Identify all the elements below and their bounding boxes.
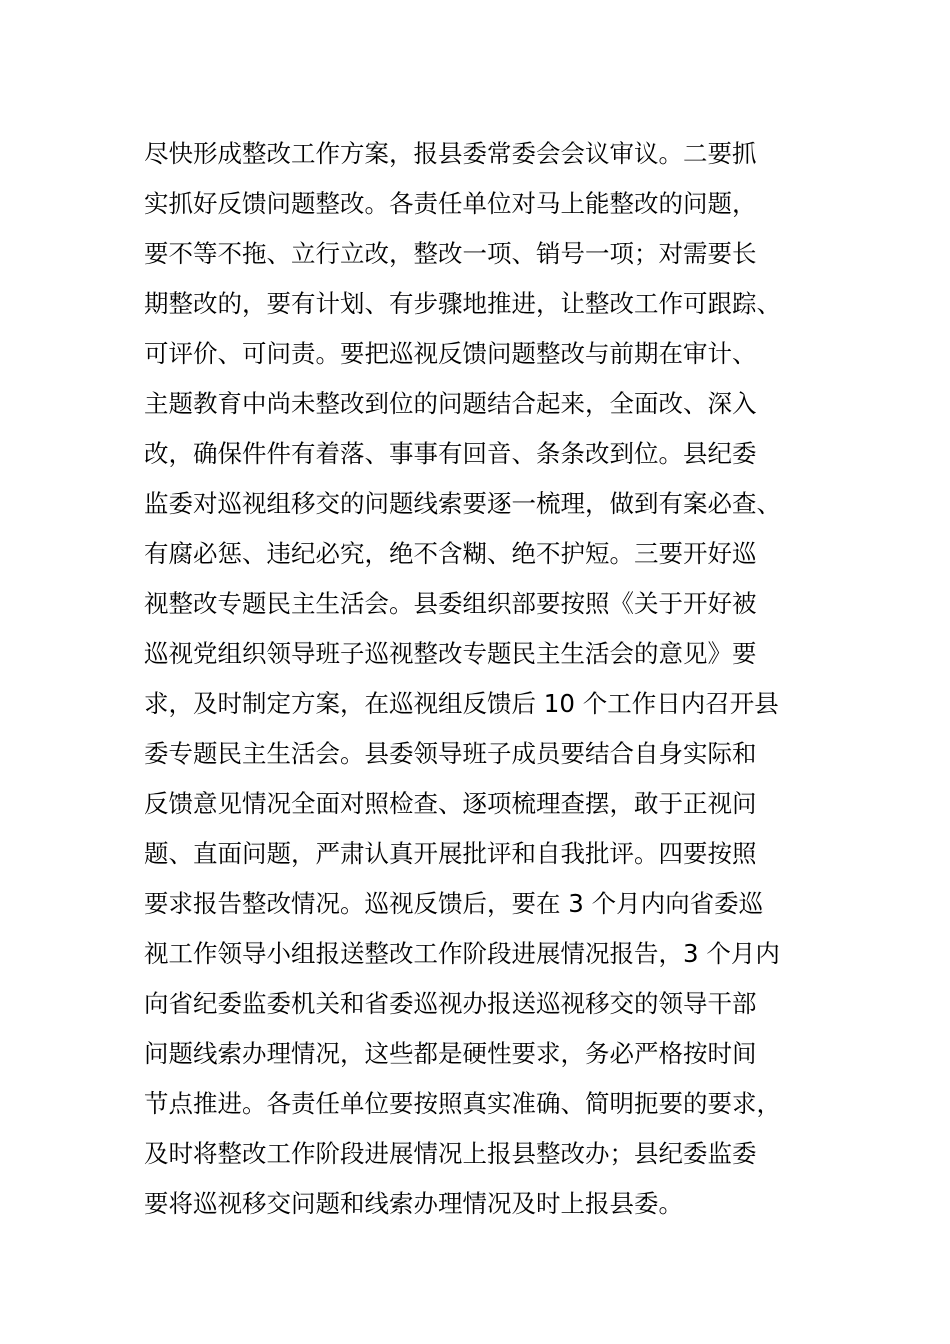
text-line: 改，确保件件有着落、事事有回音、条条改到位。县纪委	[144, 439, 757, 468]
text-line: 要求报告整改情况。巡视反馈后，要在 3 个月内向省委巡	[144, 889, 764, 918]
text-line: 视工作领导小组报送整改工作阶段进展情况报告，3 个月内	[144, 939, 780, 968]
text-line: 期整改的，要有计划、有步骤地推进，让整改工作可跟踪、	[144, 289, 781, 318]
text-line: 及时将整改工作阶段进展情况上报县整改办；县纪委监委	[144, 1139, 757, 1168]
text-line: 尽快形成整改工作方案，报县委常委会会议审议。二要抓	[144, 139, 757, 168]
text-line: 有腐必惩、违纪必究，绝不含糊、绝不护短。三要开好巡	[144, 539, 757, 568]
text-line: 主题教育中尚未整改到位的问题结合起来，全面改、深入	[144, 389, 757, 418]
body-paragraph	[144, 129, 824, 1229]
text-line: 视整改专题民主生活会。县委组织部要按照《关于开好被	[144, 589, 757, 618]
text-line: 要不等不拖、立行立改，整改一项、销号一项；对需要长	[144, 239, 757, 268]
text-line: 节点推进。各责任单位要按照真实准确、简明扼要的要求，	[144, 1089, 781, 1118]
text-line: 巡视党组织领导班子巡视整改专题民主生活会的意见》要	[144, 639, 757, 668]
text-line: 监委对巡视组移交的问题线索要逐一梳理，做到有案必查、	[144, 489, 781, 518]
text-line: 要将巡视移交问题和线索办理情况及时上报县委。	[144, 1189, 683, 1218]
text-line: 可评价、可问责。要把巡视反馈问题整改与前期在审计、	[144, 339, 757, 368]
text-line: 委专题民主生活会。县委领导班子成员要结合自身实际和	[144, 739, 757, 768]
text-line: 题、直面问题，严肃认真开展批评和自我批评。四要按照	[144, 839, 757, 868]
text-line: 求，及时制定方案，在巡视组反馈后 10 个工作日内召开县	[144, 689, 779, 718]
text-line: 反馈意见情况全面对照检查、逐项梳理查摆，敢于正视问	[144, 789, 757, 818]
text-line: 向省纪委监委机关和省委巡视办报送巡视移交的领导干部	[144, 989, 757, 1018]
text-line: 实抓好反馈问题整改。各责任单位对马上能整改的问题，	[144, 189, 757, 218]
text-line: 问题线索办理情况，这些都是硬性要求，务必严格按时间	[144, 1039, 757, 1068]
